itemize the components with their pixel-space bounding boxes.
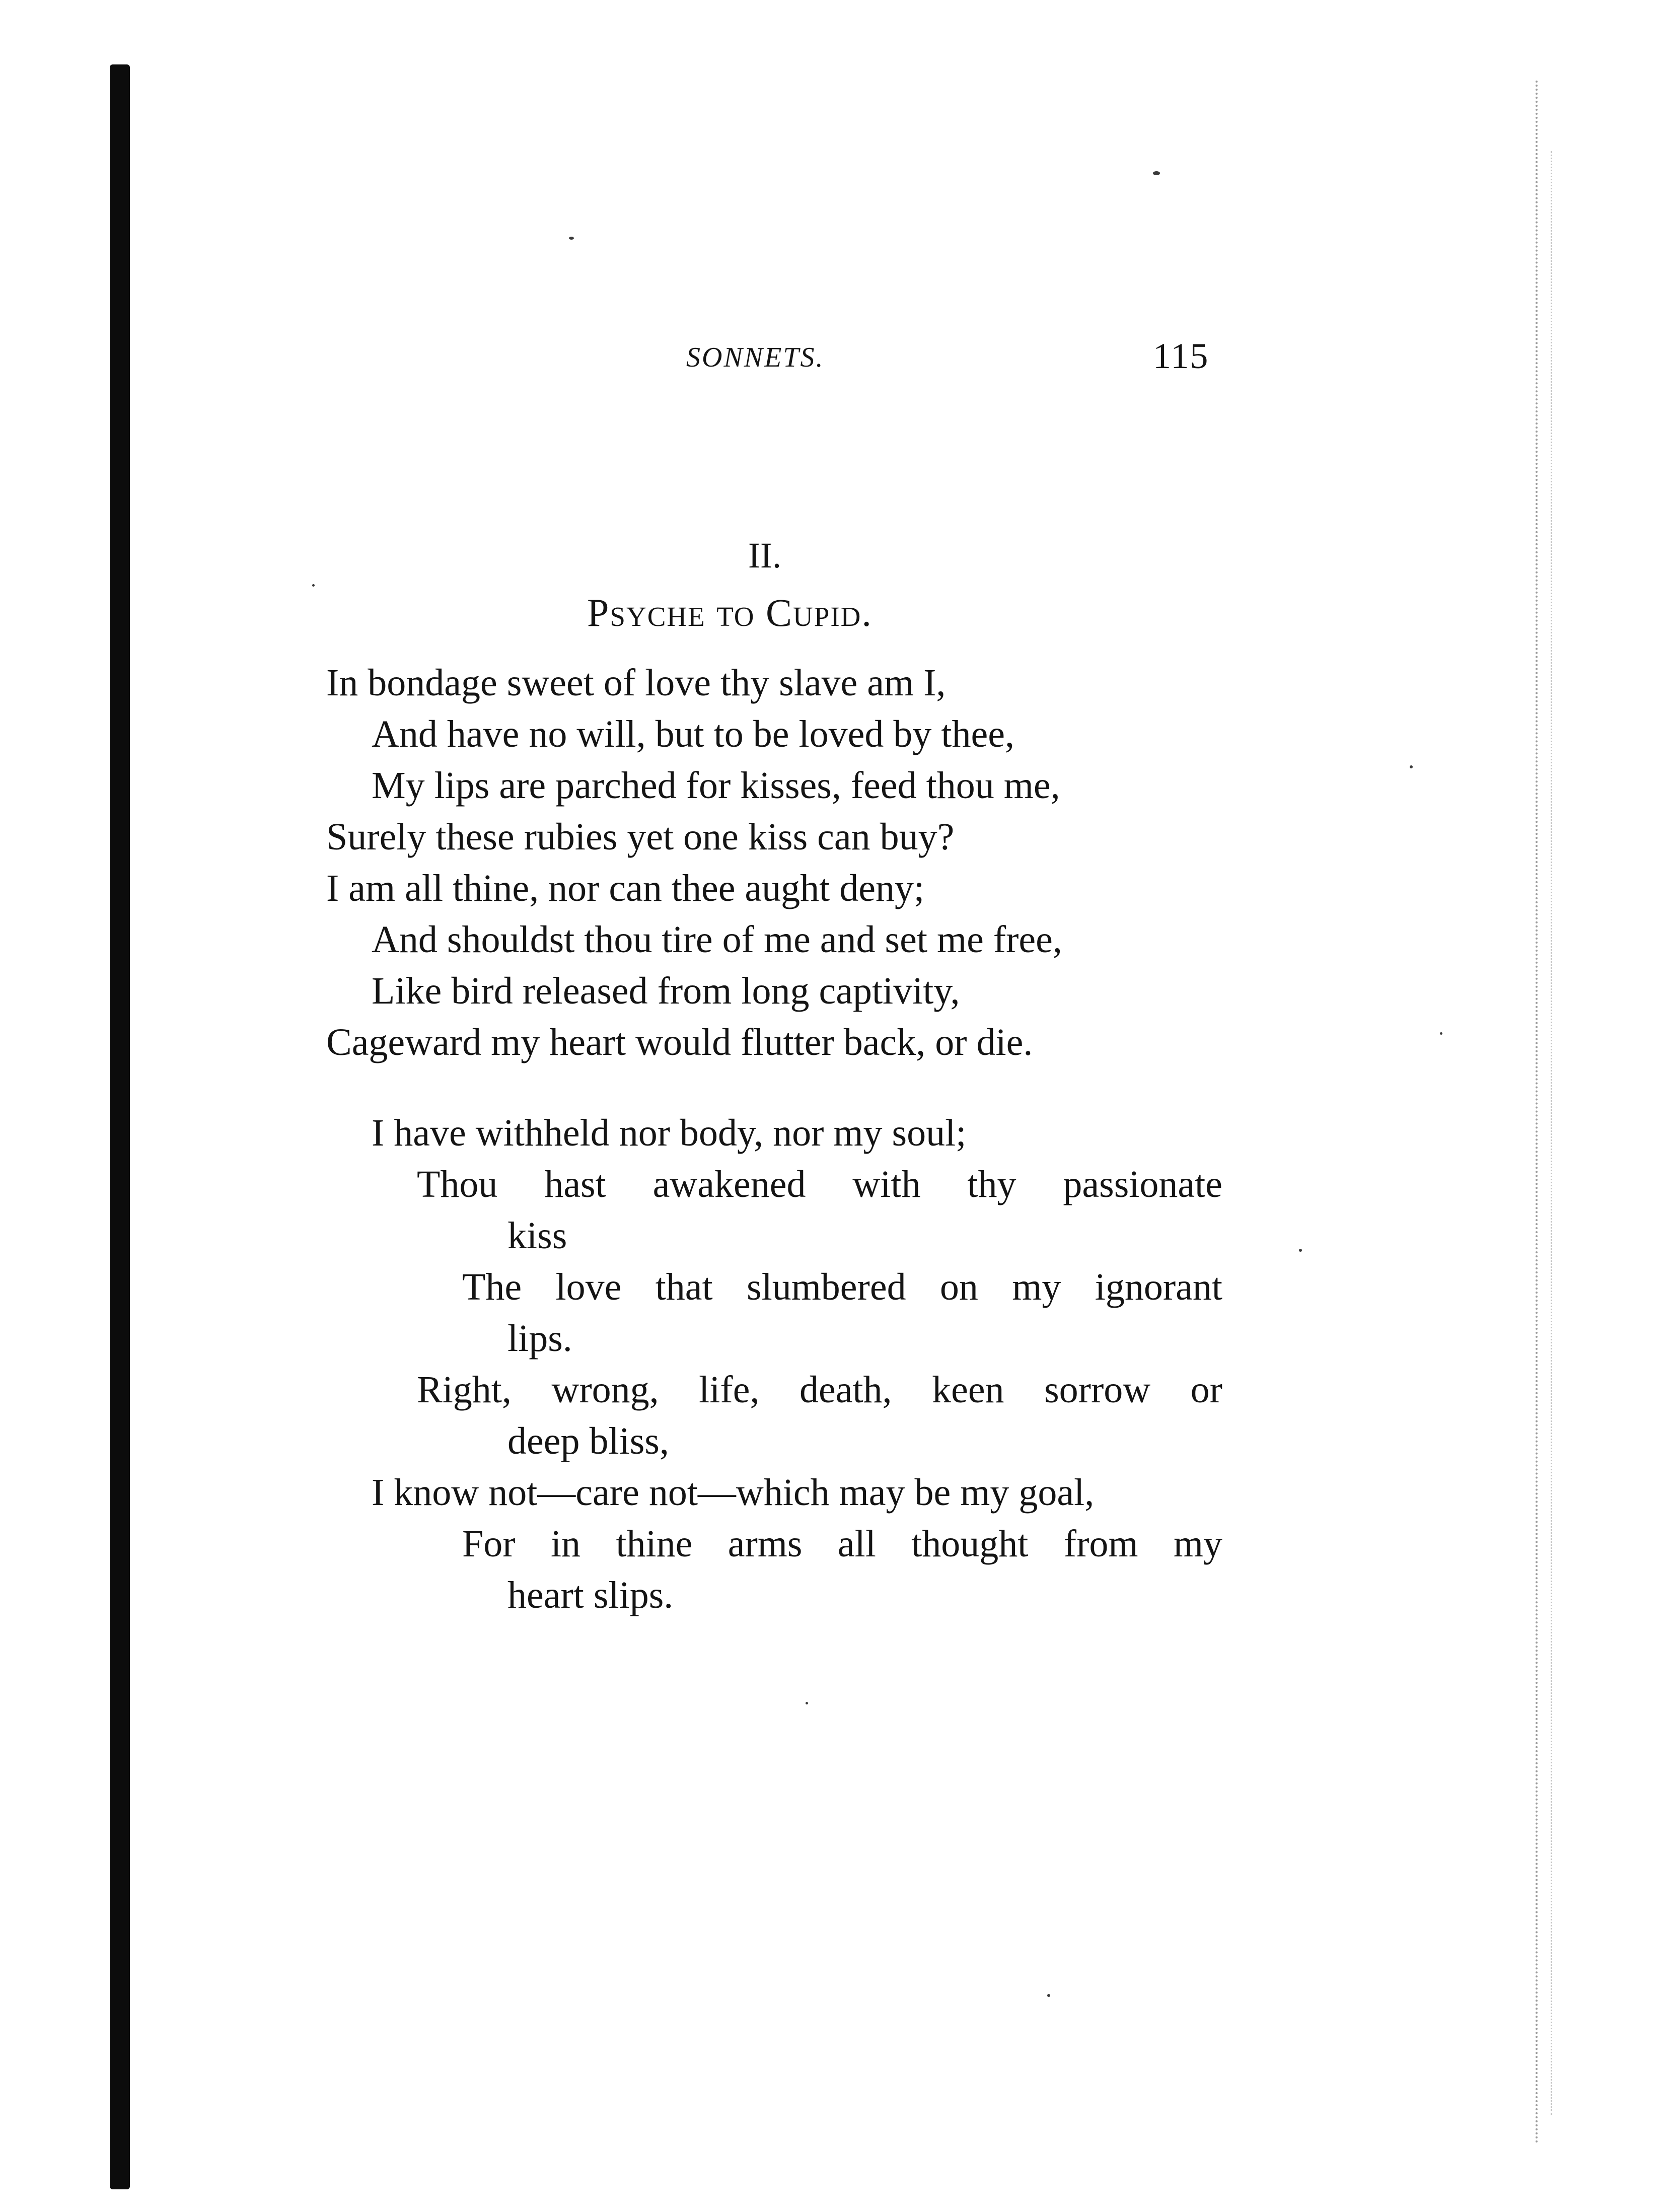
scan-speck [806, 1702, 808, 1704]
poem-line: The love that slumbered on my ignorant [462, 1266, 1222, 1308]
scan-speck [1299, 1249, 1302, 1252]
poem-line: For in thine arms all thought from my [462, 1523, 1222, 1565]
poem-line: lips. [507, 1317, 572, 1360]
page-edge-shadow [1536, 81, 1538, 2145]
scan-speck [1410, 765, 1413, 768]
poem-line: And have no will, but to be loved by thee, [372, 713, 1014, 755]
page-number: 115 [1153, 336, 1209, 376]
scan-speck [312, 584, 315, 587]
poem-line: I have withheld nor body, nor my soul; [372, 1112, 967, 1154]
page-edge-shadow [1551, 151, 1552, 2115]
poem-line: kiss [507, 1215, 567, 1257]
poem-line: Thou hast awakened with thy passionate [417, 1163, 1222, 1205]
poem-line: I am all thine, nor can thee aught deny; [326, 867, 925, 909]
scan-speck [1440, 1032, 1442, 1035]
poem-line: My lips are parched for kisses, feed thou me, [372, 764, 1060, 807]
poem-line: Cageward my heart would flutter back, or die. [326, 1021, 1033, 1063]
poem-line: heart slips. [507, 1574, 674, 1616]
binding-edge [110, 64, 130, 2189]
poem-line: Like bird released from long captivity, [372, 970, 960, 1012]
poem-line: Surely these rubies yet one kiss can buy? [326, 816, 955, 858]
poem-line: Right, wrong, life, death, keen sorrow or [417, 1369, 1222, 1411]
running-head: SONNETS. [686, 342, 825, 373]
poem-line: I know not—care not—which may be my goal, [372, 1471, 1095, 1514]
scan-speck [1153, 171, 1160, 175]
sonnet-numeral: II. [748, 535, 781, 576]
scan-speck [569, 237, 574, 240]
poem-line: And shouldst thou tire of me and set me free, [372, 918, 1062, 961]
poem-line: deep bliss, [507, 1420, 669, 1462]
poem-line: In bondage sweet of love thy slave am I, [326, 662, 946, 704]
sonnet-title: Psyche to Cupid. [587, 591, 873, 634]
scan-speck [1047, 1994, 1050, 1997]
